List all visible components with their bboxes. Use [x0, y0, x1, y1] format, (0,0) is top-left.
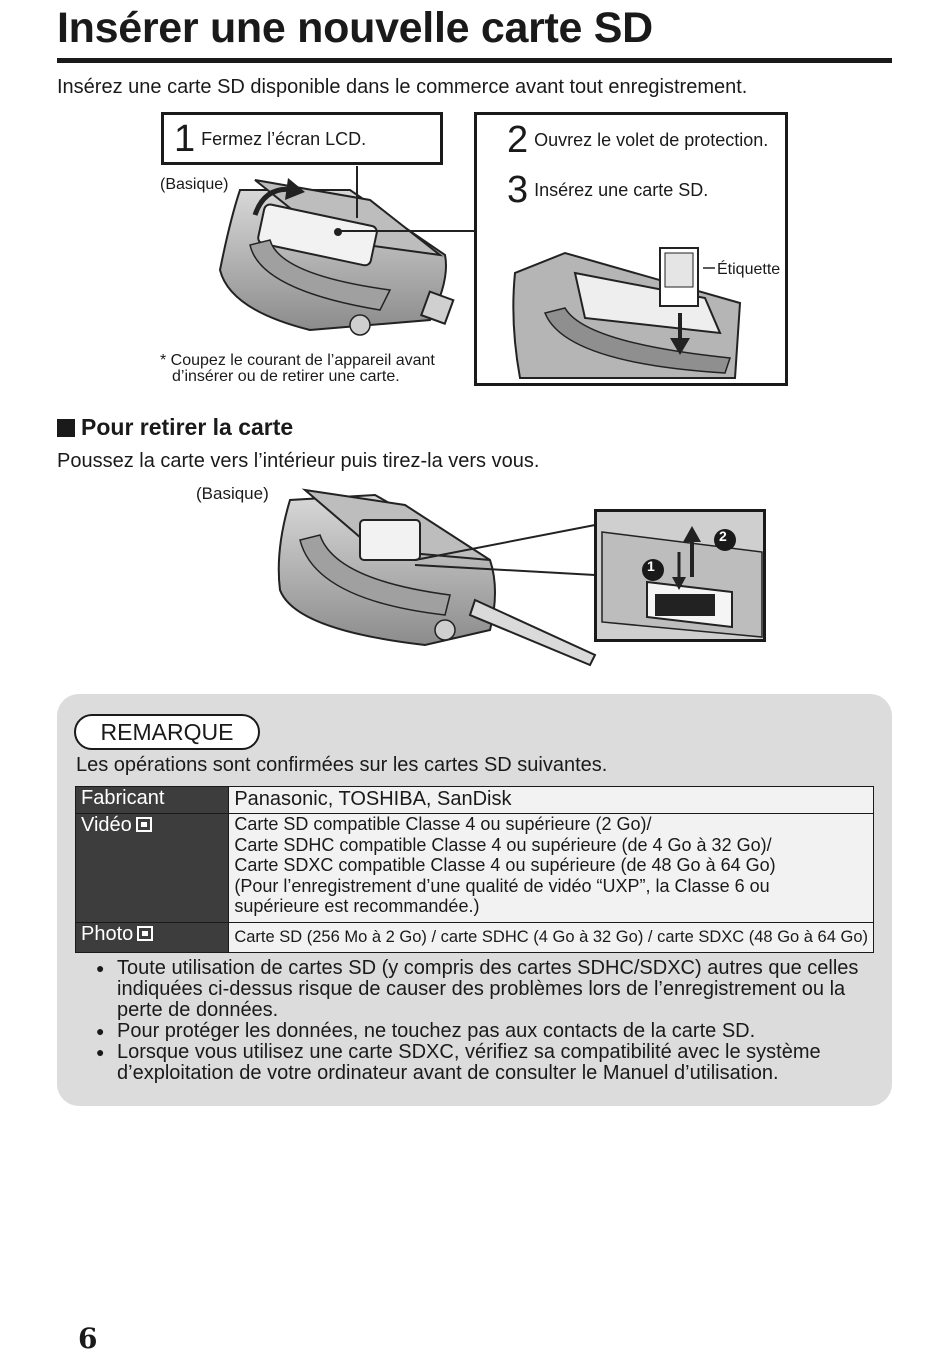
camcorder-remove-illustration — [255, 480, 600, 670]
square-bullet-icon — [57, 419, 75, 437]
remarque-badge: REMARQUE — [74, 714, 260, 750]
step-2-3-box — [474, 112, 788, 386]
table-row — [76, 814, 874, 923]
label-tag-text: Étiquette — [717, 261, 781, 278]
list-item: ● Lorsque vous utilisez une carte SDXC, vérifiez sa compatibilité avec le système d’exploitation de votre ordinateur avant de consulter le Manuel d’utilisation. — [96, 1042, 866, 1084]
table-row — [76, 923, 874, 953]
page-number: 6 — [78, 1322, 98, 1355]
marker-1: 1 — [647, 558, 655, 574]
step-1-number: 1 — [174, 118, 196, 160]
zoom-detail-illustration — [597, 512, 766, 642]
fabricant-label: Fabricant — [76, 787, 229, 814]
step-3-text: Insérez une carte SD. — [534, 179, 709, 200]
step-1-box — [161, 112, 443, 165]
step-2-text: Ouvrez le volet de protection. — [534, 129, 769, 150]
power-note: * Coupez le courant de l’appareil avant d’insérer ou de retirer une carte. — [160, 352, 435, 385]
marker-2: 2 — [719, 528, 727, 544]
connector-lines — [330, 160, 480, 240]
step-1-text: Fermez l’écran LCD. — [201, 128, 367, 149]
basique-label: (Basique) — [160, 176, 229, 193]
video-label-cell: Vidéo — [76, 814, 229, 923]
step-3-number: 3 — [507, 169, 529, 211]
video-value: Carte SD compatible Classe 4 ou supérieure (2 Go)/ Carte SDHC compatible Classe 4 ou supérieure (de 4 Go à 32 Go)/ Carte SDXC compatible Classe 4 ou supérieure (de 48 Go à 64 Go) (Pour l’enregistrement d’une qualité de vidéo “UXP”, la Classe 6 ou supérieure est recommandée.) — [229, 814, 874, 923]
photo-value: Carte SD (256 Mo à 2 Go) / carte SDHC (4 Go à 32 Go) / carte SDXC (48 Go à 64 Go) — [229, 923, 874, 953]
basique-label-2: (Basique) — [196, 484, 269, 503]
list-item: ● Pour protéger les données, ne touchez pas aux contacts de la carte SD. — [96, 1021, 866, 1042]
photo-mode-icon — [137, 926, 153, 941]
sd-card-table — [75, 786, 874, 953]
title-rule — [57, 58, 892, 63]
video-mode-icon — [136, 817, 152, 832]
remove-card-text: Poussez la carte vers l’intérieur puis tirez-la vers vous. — [57, 450, 540, 472]
zoom-detail-box — [594, 509, 766, 642]
fabricant-value: Panasonic, TOSHIBA, SanDisk — [229, 787, 874, 814]
photo-label-cell: Photo — [76, 923, 229, 953]
intro-text: Insérez une carte SD disponible dans le commerce avant tout enregistrement. — [57, 76, 748, 98]
list-item: ● Toute utilisation de cartes SD (y compris des cartes SDHC/SDXC) autres que celles indiquées ci-dessus risque de causer des problèmes lors de l’enregistrement ou la perte de données. — [96, 958, 866, 1021]
page-title: Insérer une nouvelle carte SD — [57, 4, 653, 52]
step-2-number: 2 — [507, 119, 529, 161]
remarque-intro: Les opérations sont confirmées sur les cartes SD suivantes. — [76, 754, 608, 776]
remarque-bullets — [96, 958, 866, 1084]
table-row — [76, 787, 874, 814]
remove-card-heading: Pour retirer la carte — [57, 414, 293, 441]
